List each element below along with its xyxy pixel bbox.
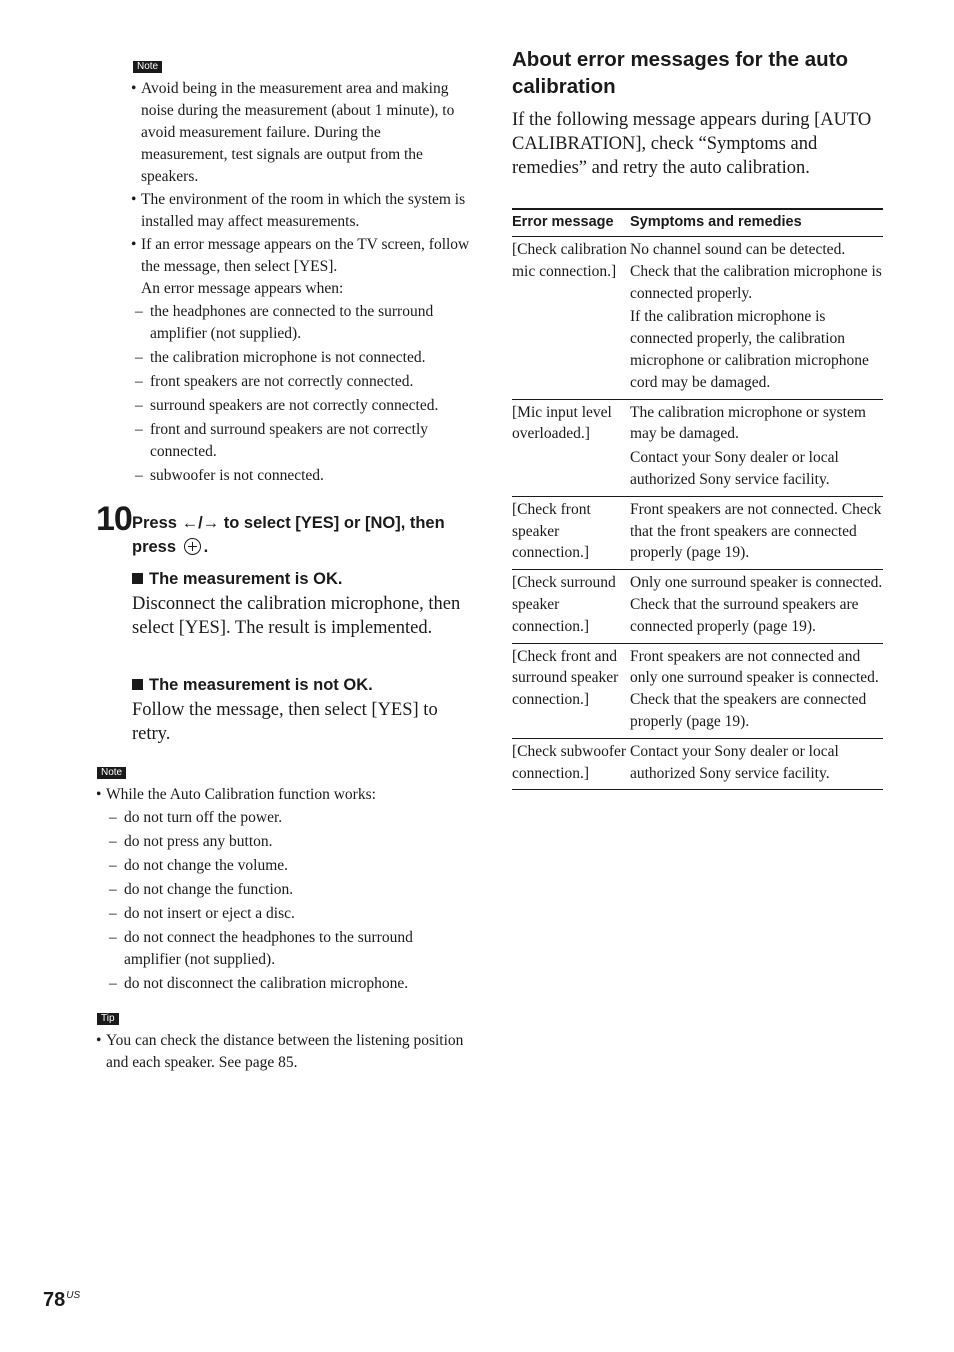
measurement-not-ok-block (132, 674, 472, 746)
table-row (512, 570, 883, 643)
page-region-suffix: US (66, 1290, 81, 1301)
error-cell: [Check subwoofer connection.] (512, 738, 630, 790)
note-section-2 (96, 762, 471, 997)
tip-section (96, 1008, 471, 1075)
note-bullet: • Avoid being in the measurement area and making noise during the measurement (about 1 minute), to avoid measurement failure. During the measurement, test signals are output from the speakers. (131, 80, 455, 185)
remedy-cell: Front speakers are not connected and only one surround speaker is connected. Check that the speakers are connected properly (page 19). (630, 643, 883, 738)
remedy-cell: Front speakers are not connected. Check that the front speakers are connected properly (page 19). (630, 496, 883, 569)
table-row (512, 738, 883, 790)
error-cell: [Mic input level overloaded.] (512, 399, 630, 496)
list-item: – do not press any button. (109, 833, 273, 850)
table-row (512, 237, 883, 400)
remedy-cell: Contact your Sony dealer or local authorized Sony service facility. (630, 738, 883, 790)
error-cell: [Check surround speaker connection.] (512, 570, 630, 643)
note-badge: Note (97, 767, 126, 779)
column-header-remedies: Symptoms and remedies (630, 209, 883, 237)
measurement-ok-body: Disconnect the calibration microphone, then select [YES]. The result is implemented. (132, 594, 461, 638)
note-bullet: • The environment of the room in which the system is installed may affect measurements. (131, 191, 466, 230)
note-bullet: • If an error message appears on the TV screen, follow the message, then select [YES]. An error message appears when: – the headphones are connected to the surround amplifier (not supplied). – the calibration microphone is not connected. – front speakers are not correctly connected. – surround speakers are not correctly connected. – front and surround speakers are not correctly connected. – subwoofer is not connected. (131, 234, 471, 487)
list-item: – do not change the volume. (109, 857, 288, 874)
error-messages-section (512, 46, 883, 180)
column-header-error: Error message (512, 209, 630, 237)
error-table (512, 208, 883, 790)
error-conditions-list (131, 301, 471, 487)
page-number: $78^{US}$ (43, 1289, 81, 1311)
list-item: – do not turn off the power. (109, 809, 283, 826)
measurement-ok-heading: The measurement is OK. (132, 568, 472, 590)
measurement-not-ok-heading: The measurement is not OK. (132, 674, 472, 696)
section-intro: If the following message appears during [AUTO CALIBRATION], check “Symptoms and remedies” and retry the auto calibration. (512, 110, 872, 178)
remedy-cell: Only one surround speaker is connected. Check that the surround speakers are connected properly (page 19). (630, 570, 883, 643)
note-bullet-list (131, 78, 471, 487)
list-item: – front and surround speakers are not correctly connected. (135, 421, 429, 460)
list-item: – surround speakers are not correctly connected. (135, 397, 439, 414)
error-cell: [Check front speaker connection.] (512, 496, 630, 569)
note-section-1 (131, 56, 471, 489)
remedy-cell: The calibration microphone or system may be damaged. Contact your Sony dealer or local authorized Sony service facility. (630, 399, 883, 496)
list-item: – the headphones are connected to the surround amplifier (not supplied). (135, 303, 434, 342)
tip-bullet: • You can check the distance between the listening position and each speaker. See page 85. (96, 1032, 464, 1071)
section-heading: About error messages for the auto calibration (512, 48, 849, 98)
table-row (512, 496, 883, 569)
step-number: 10 (96, 500, 132, 538)
note-badge: Note (133, 61, 162, 73)
note-bullet: • While the Auto Calibration function works: (96, 786, 376, 803)
enter-button-icon (184, 538, 201, 555)
list-item: – do not insert or eject a disc. (109, 905, 295, 922)
table-header-row (512, 209, 883, 237)
list-item: – front speakers are not correctly connected. (135, 373, 414, 390)
measurement-ok-block (132, 568, 472, 640)
table-row (512, 399, 883, 496)
list-item: – do not change the function. (109, 881, 294, 898)
note-sub-intro: An error message appears when: (141, 280, 344, 297)
list-item: – do not disconnect the calibration microphone. (109, 975, 409, 992)
measurement-not-ok-body: Follow the message, then select [YES] to retry. (132, 700, 438, 744)
square-bullet-icon (132, 679, 143, 690)
list-item: – do not connect the headphones to the surround amplifier (not supplied). (109, 929, 413, 968)
error-cell: [Check calibration mic connection.] (512, 237, 630, 400)
list-item: – subwoofer is not connected. (135, 467, 324, 484)
list-item: – the calibration microphone is not connected. (135, 349, 426, 366)
tip-badge: Tip (97, 1013, 119, 1025)
square-bullet-icon (132, 573, 143, 584)
dont-list (105, 807, 471, 995)
remedy-cell: No channel sound can be detected. Check that the calibration microphone is connected properly. If the calibration microphone is connected properly, the calibration microphone or calibration microphone cord may be damaged. (630, 237, 883, 400)
step-instruction: Press ←/→ to select [YES] or [NO], then press . (132, 514, 445, 556)
table-row (512, 643, 883, 738)
error-cell: [Check front and surround speaker connection.] (512, 643, 630, 738)
arrow-left-right-icon: ←/→ (181, 514, 220, 532)
